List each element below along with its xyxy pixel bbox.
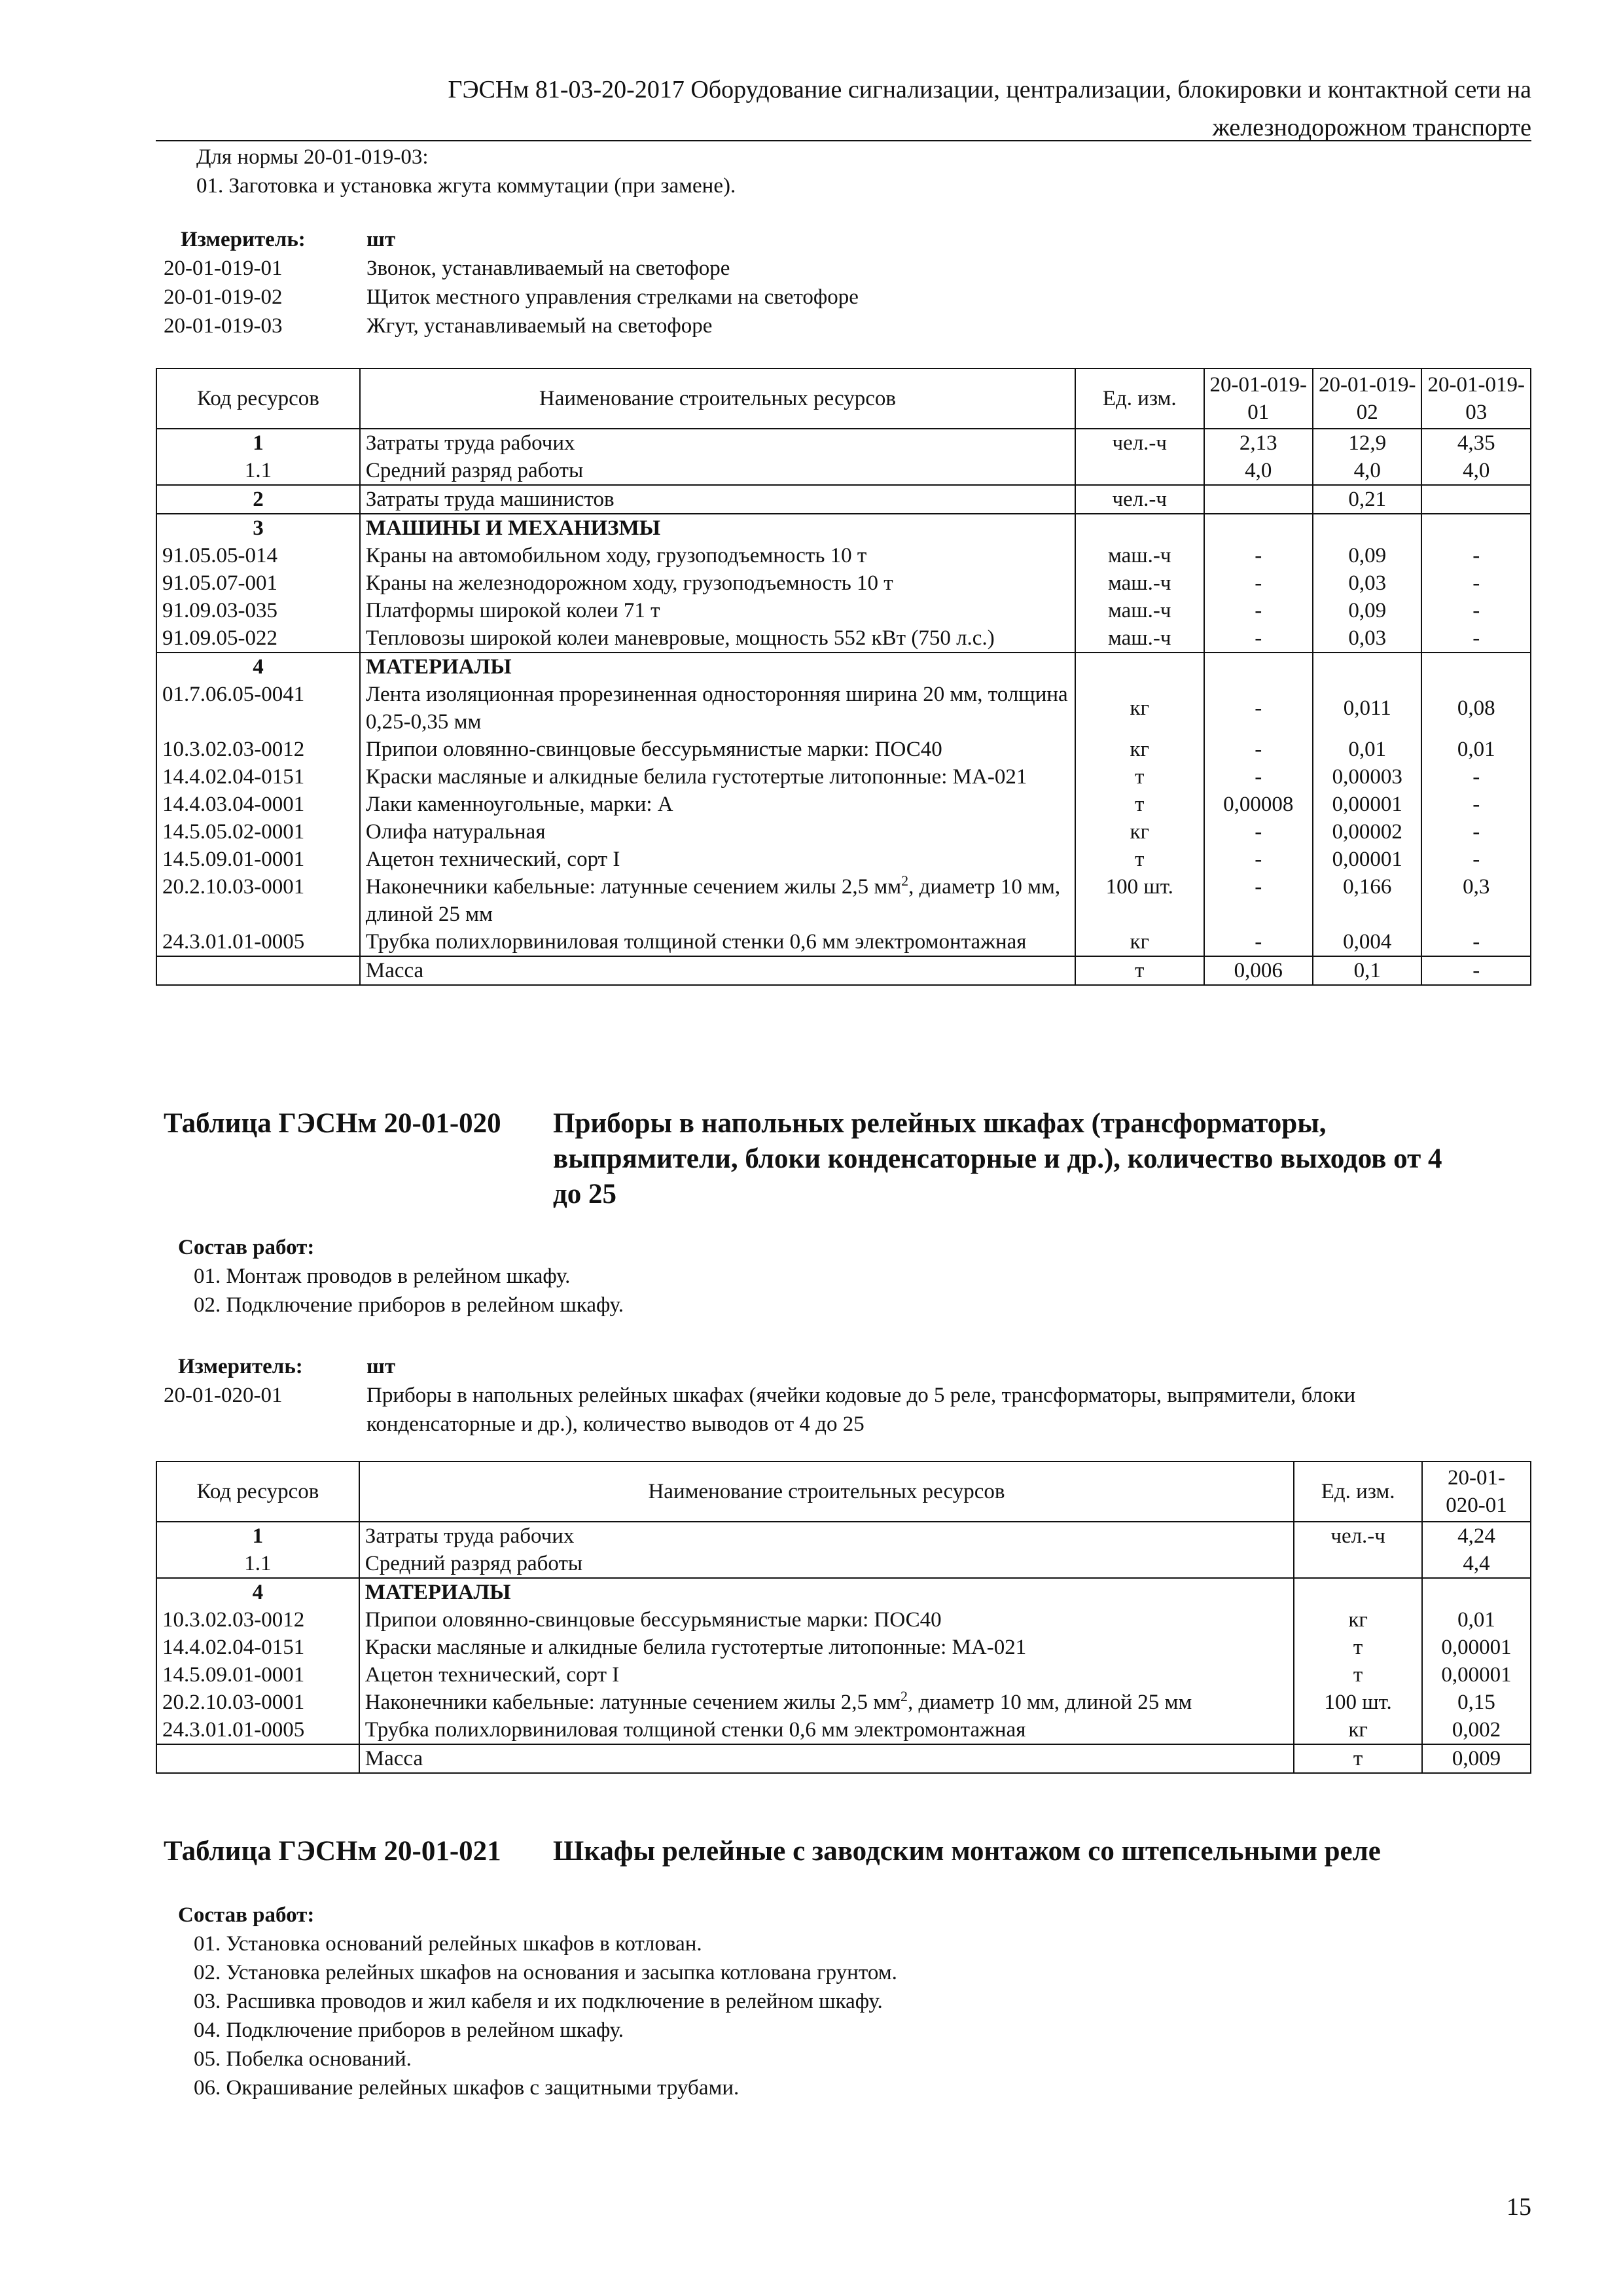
code-name: Жгут, устанавливаемый на светофоре xyxy=(366,314,713,338)
resource-code: 14.5.09.01-0001 xyxy=(156,1661,359,1689)
works-020 xyxy=(178,1233,624,1319)
meter-unit: шт xyxy=(366,1355,396,1378)
resources-table-019 xyxy=(156,368,1531,986)
resource-code: 1 xyxy=(156,429,360,457)
norm-value-1: - xyxy=(1204,928,1313,956)
resource-unit: маш.-ч xyxy=(1075,624,1204,653)
resource-code: 4 xyxy=(156,653,360,681)
table-row xyxy=(156,1661,1531,1689)
col-header-unit: Ед. изм. xyxy=(1075,368,1204,429)
table-label-021: Таблица ГЭСНм 20-01-021 xyxy=(164,1836,501,1867)
norm-value-3 xyxy=(1421,653,1531,681)
resource-name: МАШИНЫ И МЕХАНИЗМЫ xyxy=(360,514,1075,542)
table-row xyxy=(156,429,1531,457)
norm-value-2 xyxy=(1313,653,1421,681)
resource-code: 91.05.05-014 xyxy=(156,542,360,569)
resource-name: Затраты труда рабочих xyxy=(359,1522,1294,1550)
resource-name-part: Наконечники кабельные: латунные сечением жилы 2,5 мм xyxy=(365,1691,901,1714)
norm-value-3: 4,35 xyxy=(1421,429,1531,457)
col-header-norm-1 xyxy=(1422,1462,1531,1522)
resource-code: 1.1 xyxy=(156,457,360,485)
table-row xyxy=(156,1716,1531,1744)
resource-name-part: , диаметр 10 мм, длиной 25 мм xyxy=(908,1691,1192,1714)
resource-code: 14.4.03.04-0001 xyxy=(156,791,360,818)
norm-value-2: 0,004 xyxy=(1313,928,1421,956)
norm-value-1: 0,00001 xyxy=(1422,1661,1531,1689)
norm-value-2: 0,00002 xyxy=(1313,818,1421,846)
resource-unit xyxy=(1075,514,1204,542)
table-row xyxy=(156,457,1531,485)
resource-code: 2 xyxy=(156,485,360,514)
col-header-code: Код ресурсов xyxy=(156,368,360,429)
resource-code: 1.1 xyxy=(156,1550,359,1578)
title-line: Приборы в напольных релейных шкафах (трансформаторы, xyxy=(553,1108,1327,1139)
table-header-row xyxy=(156,1462,1531,1522)
resource-unit: 100 шт. xyxy=(1294,1689,1422,1716)
table-row xyxy=(156,569,1531,597)
works-021 xyxy=(178,1901,897,2102)
table-title-020 xyxy=(553,1106,1535,1212)
table-row xyxy=(156,736,1531,763)
resource-code: 14.5.05.02-0001 xyxy=(156,818,360,846)
norm-value-2: 0,00001 xyxy=(1313,791,1421,818)
norm-value-1: - xyxy=(1204,624,1313,653)
resource-unit: маш.-ч xyxy=(1075,542,1204,569)
resource-unit xyxy=(1075,653,1204,681)
table-row xyxy=(156,763,1531,791)
norm-value-3: 0,3 xyxy=(1421,873,1531,928)
table-row xyxy=(156,1689,1531,1716)
code-row xyxy=(164,254,859,283)
resource-code: 20.2.10.03-0001 xyxy=(156,873,360,928)
norm-code-1: 20-01-020-01 xyxy=(1446,1466,1507,1517)
norm-note-item: 01. Заготовка и установка жгута коммутации (при замене). xyxy=(196,174,736,198)
norm-value-2: 4,0 xyxy=(1313,457,1421,485)
norm-value-1: 4,0 xyxy=(1204,457,1313,485)
norm-value-1: 0,006 xyxy=(1204,956,1313,985)
works-label: Состав работ: xyxy=(178,1903,315,1927)
resource-name: Припои оловянно-свинцовые бессурьмянистые марки: ПОС40 xyxy=(360,736,1075,763)
norm-value-3: - xyxy=(1421,956,1531,985)
resource-unit: т xyxy=(1294,1661,1422,1689)
norm-value-2: 0,00003 xyxy=(1313,763,1421,791)
resource-name: Олифа натуральная xyxy=(360,818,1075,846)
table-row xyxy=(156,928,1531,956)
resource-unit: кг xyxy=(1075,736,1204,763)
resource-name-part: Наконечники кабельные: латунные сечением жилы 2,5 мм xyxy=(365,875,902,899)
norm-value-2: 0,03 xyxy=(1313,569,1421,597)
resource-unit: чел.-ч xyxy=(1075,485,1204,514)
resource-code: 14.5.09.01-0001 xyxy=(156,846,360,873)
resource-name: Лента изоляционная прорезиненная односторонняя ширина 20 мм, толщина 0,25-0,35 мм xyxy=(360,681,1075,736)
work-item: 04. Подключение приборов в релейном шкафу. xyxy=(194,2018,624,2042)
resources-table-020 xyxy=(156,1461,1531,1774)
table-row xyxy=(156,1578,1531,1606)
col-header-name: Наименование строительных ресурсов xyxy=(360,368,1075,429)
intro-codes xyxy=(164,225,859,340)
col-header-norm-1 xyxy=(1204,368,1313,429)
table-row xyxy=(156,542,1531,569)
norm-value-1 xyxy=(1422,1578,1531,1606)
resource-name: МАТЕРИАЛЫ xyxy=(360,653,1075,681)
resource-name: МАТЕРИАЛЫ xyxy=(359,1578,1294,1606)
norm-value-1: - xyxy=(1204,542,1313,569)
col-header-unit: Ед. изм. xyxy=(1294,1462,1422,1522)
code-id: 20-01-019-03 xyxy=(164,314,283,338)
resource-code: 24.3.01.01-0005 xyxy=(156,928,360,956)
norm-value-2: 0,03 xyxy=(1313,624,1421,653)
resource-name: Трубка полихлорвиниловая толщиной стенки 0,6 мм электромонтажная xyxy=(359,1716,1294,1744)
resource-unit: чел.-ч xyxy=(1075,429,1204,457)
resource-name: Краны на железнодорожном ходу, грузоподъемность 10 т xyxy=(360,569,1075,597)
resource-unit: т xyxy=(1075,791,1204,818)
norm-value-3 xyxy=(1421,514,1531,542)
meter-unit: шт xyxy=(366,228,396,251)
norm-value-3: 0,01 xyxy=(1421,736,1531,763)
resource-code xyxy=(156,956,360,985)
resource-name: Средний разряд работы xyxy=(360,457,1075,485)
norm-value-3: - xyxy=(1421,846,1531,873)
norm-code-1: 20-01-019-01 xyxy=(1209,373,1307,424)
resource-unit: чел.-ч xyxy=(1294,1522,1422,1550)
norm-code-2: 20-01-019-02 xyxy=(1319,373,1416,424)
norm-value-1 xyxy=(1204,485,1313,514)
resource-unit: т xyxy=(1294,1634,1422,1661)
norm-value-2: 0,011 xyxy=(1313,681,1421,736)
resource-code xyxy=(156,1744,359,1773)
norm-value-1: - xyxy=(1204,736,1313,763)
norm-value-1: 0,15 xyxy=(1422,1689,1531,1716)
resource-unit: кг xyxy=(1075,928,1204,956)
code-name-line: конденсаторные и др.), количество выводов от 4 до 25 xyxy=(366,1412,865,1436)
norm-value-1: 0,009 xyxy=(1422,1744,1531,1773)
resource-unit: кг xyxy=(1075,818,1204,846)
table-row xyxy=(156,791,1531,818)
resource-unit: маш.-ч xyxy=(1075,597,1204,624)
table-header-row xyxy=(156,368,1531,429)
code-row xyxy=(164,312,859,340)
code-id: 20-01-019-01 xyxy=(164,257,283,280)
norm-value-1: 0,002 xyxy=(1422,1716,1531,1744)
resource-code: 24.3.01.01-0005 xyxy=(156,1716,359,1744)
resource-code: 4 xyxy=(156,1578,359,1606)
norm-value-3: - xyxy=(1421,624,1531,653)
resource-code: 10.3.02.03-0012 xyxy=(156,736,360,763)
table-row xyxy=(156,653,1531,681)
norm-value-2: 0,01 xyxy=(1313,736,1421,763)
table-row xyxy=(156,624,1531,653)
norm-value-2: 0,166 xyxy=(1313,873,1421,928)
resource-unit xyxy=(1294,1578,1422,1606)
table-row xyxy=(156,1522,1531,1550)
norm-value-2: 0,21 xyxy=(1313,485,1421,514)
header-rule xyxy=(156,140,1531,141)
work-item: 05. Побелка оснований. xyxy=(194,2047,412,2071)
resource-name: Припои оловянно-свинцовые бессурьмянистые марки: ПОС40 xyxy=(359,1606,1294,1634)
meter-020 xyxy=(164,1352,1355,1439)
work-item: 02. Подключение приборов в релейном шкафу. xyxy=(194,1293,624,1317)
header-line-2: железнодорожном транспорте xyxy=(1212,114,1531,141)
meter-label: Измеритель: xyxy=(181,228,306,251)
superscript: 2 xyxy=(901,1688,908,1704)
norm-value-1: - xyxy=(1204,569,1313,597)
norm-value-1 xyxy=(1204,653,1313,681)
norm-value-1: 0,00001 xyxy=(1422,1634,1531,1661)
norm-value-2: 0,09 xyxy=(1313,597,1421,624)
resource-name-part: , диаметр 10 мм, длиной 25 мм xyxy=(365,875,1061,926)
norm-value-1: - xyxy=(1204,818,1313,846)
resource-unit: кг xyxy=(1294,1716,1422,1744)
norm-value-1: - xyxy=(1204,681,1313,736)
norm-value-3: - xyxy=(1421,791,1531,818)
table-row xyxy=(156,1550,1531,1578)
resource-unit: т xyxy=(1075,846,1204,873)
resource-code: 91.09.03-035 xyxy=(156,597,360,624)
table-label-020: Таблица ГЭСНм 20-01-020 xyxy=(164,1108,501,1139)
code-id: 20-01-019-02 xyxy=(164,285,283,309)
page-number: 15 xyxy=(1507,2193,1531,2221)
code-row xyxy=(164,283,859,312)
norm-value-3: - xyxy=(1421,569,1531,597)
norm-value-1: 0,00008 xyxy=(1204,791,1313,818)
resource-name xyxy=(359,1689,1294,1716)
resource-unit xyxy=(1075,457,1204,485)
resource-unit: кг xyxy=(1075,681,1204,736)
resource-name: Платформы широкой колеи 71 т xyxy=(360,597,1075,624)
resource-unit xyxy=(1294,1550,1422,1578)
code-row xyxy=(164,1381,1355,1439)
resource-code: 91.09.05-022 xyxy=(156,624,360,653)
code-name: Щиток местного управления стрелками на светофоре xyxy=(366,285,859,309)
document-header xyxy=(157,71,1531,147)
table-row xyxy=(156,597,1531,624)
resource-unit: т xyxy=(1075,763,1204,791)
resource-code: 3 xyxy=(156,514,360,542)
meter-label: Измеритель: xyxy=(178,1355,303,1378)
norm-value-2: 0,00001 xyxy=(1313,846,1421,873)
resource-name: Затраты труда машинистов xyxy=(360,485,1075,514)
table-row xyxy=(156,485,1531,514)
table-title-021: Шкафы релейные с заводским монтажом со штепсельными реле xyxy=(553,1836,1381,1867)
resource-unit: кг xyxy=(1294,1606,1422,1634)
resource-name: Ацетон технический, сорт I xyxy=(359,1661,1294,1689)
col-header-name: Наименование строительных ресурсов xyxy=(359,1462,1294,1522)
resource-unit: т xyxy=(1075,956,1204,985)
table-row xyxy=(156,1606,1531,1634)
norm-value-1: 4,24 xyxy=(1422,1522,1531,1550)
col-header-norm-2 xyxy=(1313,368,1421,429)
resource-name xyxy=(360,873,1075,928)
norm-value-1: 4,4 xyxy=(1422,1550,1531,1578)
resource-code: 91.05.07-001 xyxy=(156,569,360,597)
norm-code-3: 20-01-019-03 xyxy=(1427,373,1525,424)
work-item: 02. Установка релейных шкафов на основания и засыпка котлована грунтом. xyxy=(194,1961,897,1984)
norm-value-1: - xyxy=(1204,763,1313,791)
norm-value-1: - xyxy=(1204,873,1313,928)
work-item: 01. Монтаж проводов в релейном шкафу. xyxy=(194,1265,571,1288)
resource-name: Ацетон технический, сорт I xyxy=(360,846,1075,873)
resource-unit: т xyxy=(1294,1744,1422,1773)
norm-value-1: 0,01 xyxy=(1422,1606,1531,1634)
table-row xyxy=(156,846,1531,873)
resource-code: 14.4.02.04-0151 xyxy=(156,1634,359,1661)
norm-value-1 xyxy=(1204,514,1313,542)
resource-name: Краски масляные и алкидные белила густотертые литопонные: МА-021 xyxy=(359,1634,1294,1661)
resource-name: Тепловозы широкой колеи маневровые, мощность 552 кВт (750 л.с.) xyxy=(360,624,1075,653)
resource-name: Лаки каменноугольные, марки: А xyxy=(360,791,1075,818)
resource-unit: 100 шт. xyxy=(1075,873,1204,928)
resource-name: Затраты труда рабочих xyxy=(360,429,1075,457)
work-item: 01. Установка оснований релейных шкафов в котлован. xyxy=(194,1932,702,1956)
col-header-norm-3 xyxy=(1421,368,1531,429)
resource-name: Краны на автомобильном ходу, грузоподъемность 10 т xyxy=(360,542,1075,569)
norm-value-2: 0,09 xyxy=(1313,542,1421,569)
norm-value-3: - xyxy=(1421,763,1531,791)
norm-value-1: - xyxy=(1204,597,1313,624)
resource-name: Средний разряд работы xyxy=(359,1550,1294,1578)
resource-name: Масса xyxy=(359,1744,1294,1773)
works-label: Состав работ: xyxy=(178,1236,315,1259)
title-line: выпрямители, блоки конденсаторные и др.), количество выходов от 4 xyxy=(553,1143,1442,1174)
table-row xyxy=(156,681,1531,736)
resource-name: Масса xyxy=(360,956,1075,985)
table-row xyxy=(156,1634,1531,1661)
norm-value-1: 2,13 xyxy=(1204,429,1313,457)
norm-value-3: - xyxy=(1421,597,1531,624)
work-item: 03. Расшивка проводов и жил кабеля и их подключение в релейном шкафу. xyxy=(194,1990,883,2013)
code-name: Звонок, устанавливаемый на светофоре xyxy=(366,257,730,280)
norm-value-3: - xyxy=(1421,542,1531,569)
norm-value-3: - xyxy=(1421,928,1531,956)
norm-value-1: - xyxy=(1204,846,1313,873)
code-id: 20-01-020-01 xyxy=(164,1384,283,1407)
resource-code: 01.7.06.05-0041 xyxy=(156,681,360,736)
col-header-code: Код ресурсов xyxy=(156,1462,359,1522)
table-row xyxy=(156,818,1531,846)
norm-value-2 xyxy=(1313,514,1421,542)
norm-value-3: 0,08 xyxy=(1421,681,1531,736)
norm-value-3: 4,0 xyxy=(1421,457,1531,485)
resource-name: Краски масляные и алкидные белила густотертые литопонные: МА-021 xyxy=(360,763,1075,791)
header-line-1: ГЭСНм 81-03-20-2017 Оборудование сигнализации, централизации, блокировки и контактной сети на xyxy=(448,76,1531,103)
table-row xyxy=(156,956,1531,985)
resource-code: 20.2.10.03-0001 xyxy=(156,1689,359,1716)
resource-name: Трубка полихлорвиниловая толщиной стенки 0,6 мм электромонтажная xyxy=(360,928,1075,956)
resource-unit: маш.-ч xyxy=(1075,569,1204,597)
norm-note xyxy=(196,143,736,200)
table-row xyxy=(156,1744,1531,1773)
norm-value-3 xyxy=(1421,485,1531,514)
table-row xyxy=(156,873,1531,928)
code-name-line: Приборы в напольных релейных шкафах (ячейки кодовые до 5 реле, трансформаторы, выпрямители, блоки xyxy=(366,1384,1356,1407)
norm-note-title: Для нормы 20-01-019-03: xyxy=(196,145,429,169)
title-line: до 25 xyxy=(553,1179,617,1210)
norm-value-3: - xyxy=(1421,818,1531,846)
superscript: 2 xyxy=(901,872,909,889)
norm-value-2: 0,1 xyxy=(1313,956,1421,985)
table-row xyxy=(156,514,1531,542)
resource-code: 10.3.02.03-0012 xyxy=(156,1606,359,1634)
resource-code: 1 xyxy=(156,1522,359,1550)
resource-code: 14.4.02.04-0151 xyxy=(156,763,360,791)
work-item: 06. Окрашивание релейных шкафов с защитными трубами. xyxy=(194,2076,740,2100)
norm-value-2: 12,9 xyxy=(1313,429,1421,457)
